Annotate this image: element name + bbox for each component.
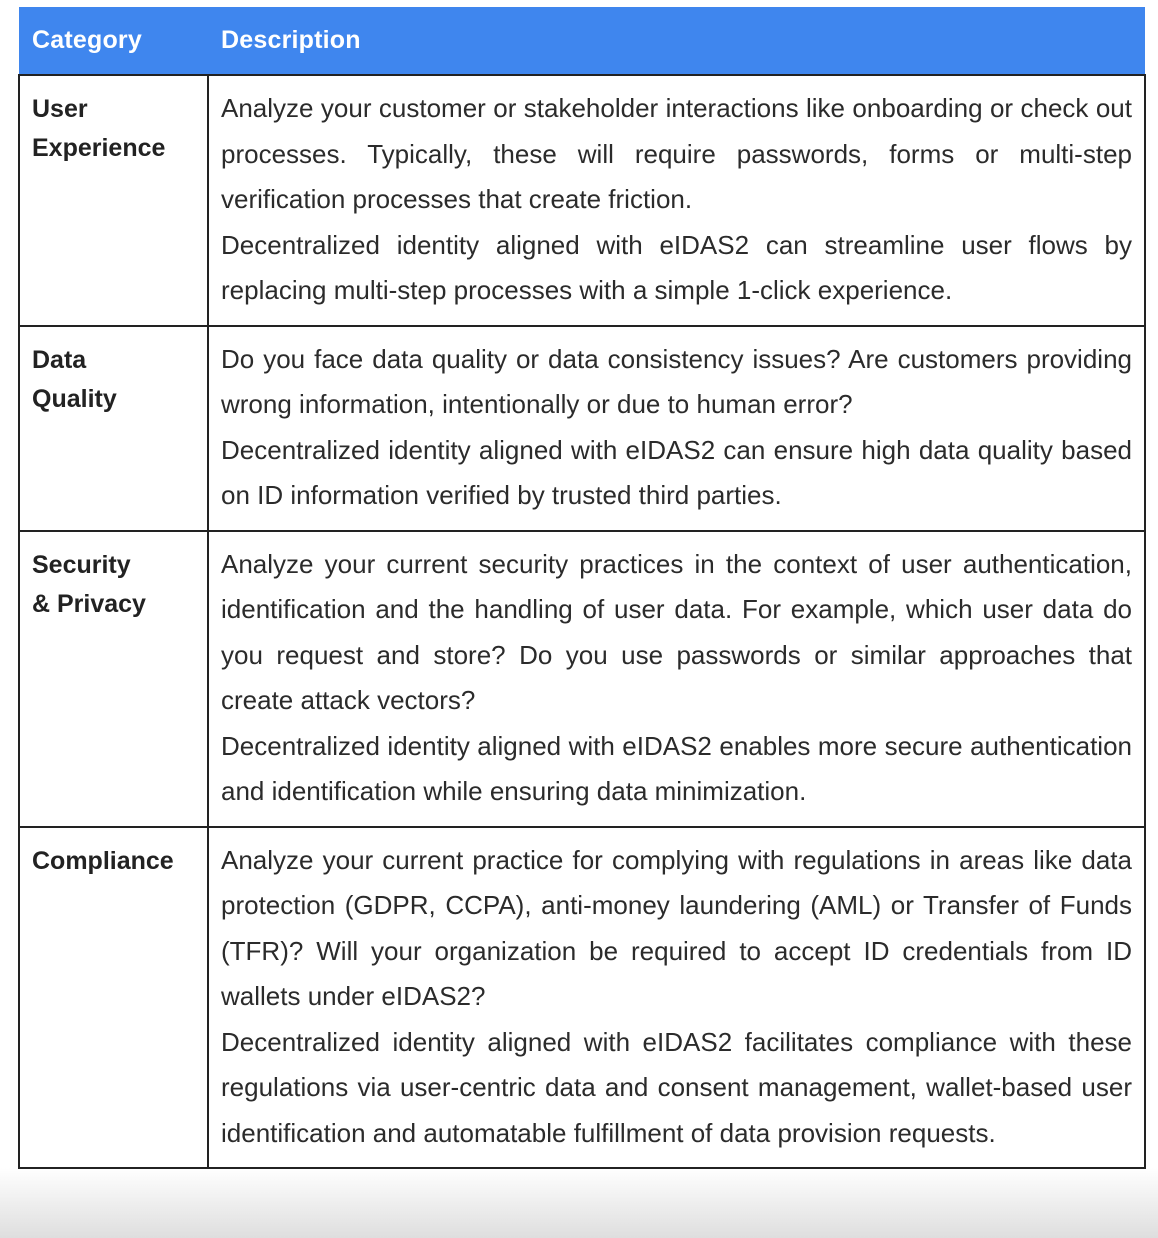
category-cell [19, 531, 208, 827]
description-paragraph: Decentralized identity aligned with eIDAS2 enables more secure authentication and identification while ensuring data minimization. [221, 730, 1132, 806]
description-paragraph: Decentralized identity aligned with eIDAS2 can ensure high data quality based on ID information verified by trusted third parties. [221, 434, 1132, 510]
category-line: Compliance [32, 846, 174, 875]
description-cell [208, 827, 1145, 1169]
category-cell [19, 75, 208, 326]
category-line: Experience [32, 134, 166, 162]
category-line: Security [32, 550, 131, 579]
header-category: Category [19, 7, 208, 75]
description-cell [208, 75, 1145, 326]
description-paragraph: Analyze your current security practices in the context of user authentication, identification and the handling of user data. For example, which user data do you request and store? Do you use passwords or similar approaches that create attack vectors? [221, 548, 1132, 715]
description-paragraph: Do you face data quality or data consistency issues? Are customers providing wrong information, intentionally or due to human error? [221, 343, 1132, 419]
table-row-compliance [19, 827, 1145, 1169]
table-row-security-privacy [19, 531, 1145, 827]
description-paragraph: Analyze your customer or stakeholder interactions like onboarding or check out processes. Typically, these will require passwords, forms or multi-step verification processes that create friction. [221, 93, 1132, 214]
description-paragraph: Analyze your current practice for complying with regulations in areas like data protection (GDPR, CCPA), anti-money laundering (AML) or Transfer of Funds (TFR)? Will your organization be required to accept ID credentials from ID wallets under eIDAS2? [221, 844, 1132, 1011]
table-row-data-quality [19, 326, 1145, 531]
header-description: Description [208, 7, 1145, 75]
category-cell [19, 827, 208, 1169]
category-cell [19, 326, 208, 531]
category-line: Data [32, 345, 87, 374]
category-line: & Privacy [32, 589, 146, 618]
header-row [19, 7, 1145, 75]
description-paragraph: Decentralized identity aligned with eIDAS2 can streamline user flows by replacing multi-step processes with a simple 1-click experience. [221, 229, 1132, 305]
description-cell [208, 531, 1145, 827]
category-line: User [32, 95, 88, 123]
category-description-table [18, 7, 1146, 1169]
table-body [19, 75, 1145, 1168]
table-header [19, 7, 1145, 75]
bottom-shadow [0, 1168, 1158, 1238]
table-row-user-experience [19, 75, 1145, 326]
description-paragraph: Decentralized identity aligned with eIDAS2 facilitates compliance with these regulations via user-centric data and consent management, wallet-based user identification and automatable fulfillment of data provision requests. [221, 1026, 1132, 1148]
category-line: Quality [32, 384, 117, 413]
description-cell [208, 326, 1145, 531]
